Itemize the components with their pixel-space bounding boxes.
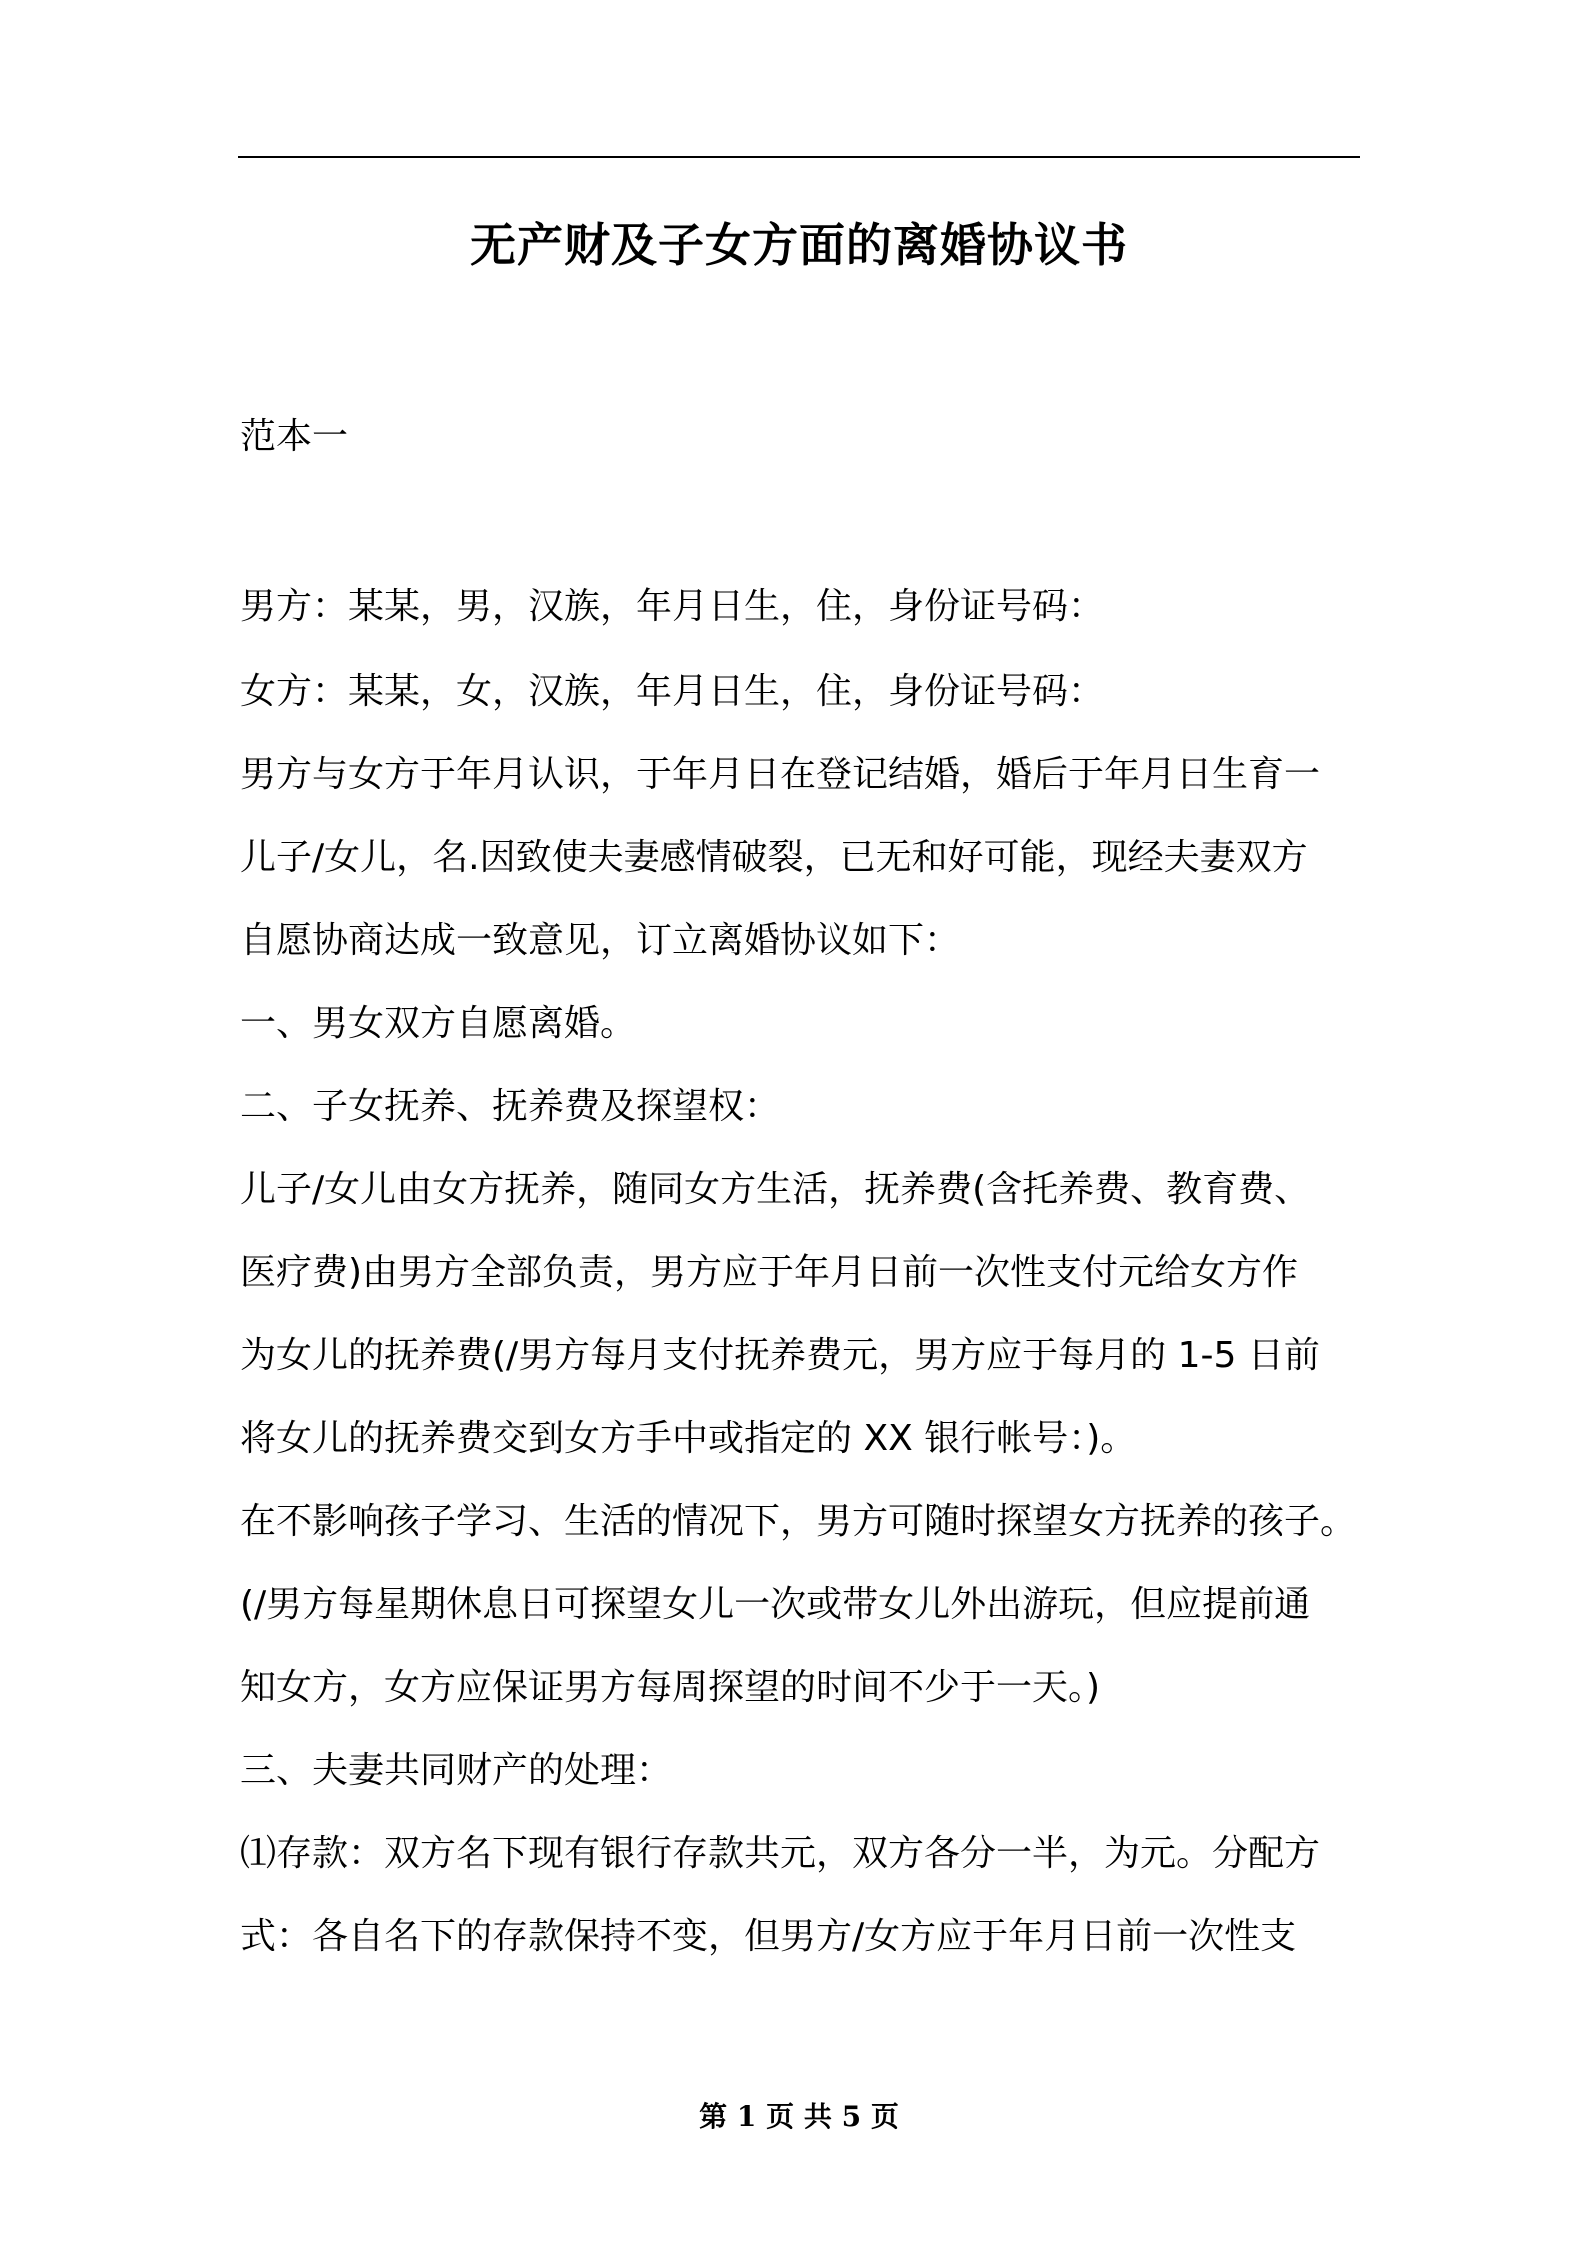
paragraph-line: 为女儿的抚养费(/男方每月支付抚养费元，男方应于每月的 1-5 日前 — [240, 1335, 1320, 1376]
paragraph-line: 儿子/女儿，名.因致使夫妻感情破裂，已无和好可能，现经夫妻双方 — [240, 837, 1308, 878]
header-rule — [238, 156, 1360, 158]
paragraph-line: 二、子女抚养、抚养费及探望权： — [240, 1086, 781, 1127]
paragraph-line: 自愿协商达成一致意见，订立离婚协议如下： — [240, 920, 961, 961]
paragraph-line: 式：各自名下的存款保持不变，但男方/女方应于年月日前一次性支 — [240, 1916, 1297, 1957]
document-title: 无产财及子女方面的离婚协议书 — [470, 218, 1128, 272]
section-label: 范本一 — [240, 416, 349, 457]
paragraph-line: 女方：某某，女，汉族，年月日生，住，身份证号码： — [240, 671, 1105, 712]
paragraph-line: 三、夫妻共同财产的处理： — [240, 1750, 673, 1791]
paragraph-line: 一、男女双方自愿离婚。 — [240, 1003, 637, 1044]
paragraph-line: 医疗费)由男方全部负责，男方应于年月日前一次性支付元给女方作 — [240, 1252, 1299, 1293]
paragraph-line: ⑴存款：双方名下现有银行存款共元，双方各分一半，为元。分配方 — [240, 1833, 1321, 1874]
paragraph-line: 男方：某某，男，汉族，年月日生，住，身份证号码： — [240, 586, 1105, 627]
paragraph-line: 儿子/女儿由女方抚养，随同女方生活，抚养费(含托养费、教育费、 — [240, 1169, 1311, 1210]
paragraph-line: 在不影响孩子学习、生活的情况下，男方可随时探望女方抚养的孩子。 — [240, 1501, 1357, 1542]
paragraph-line: 将女儿的抚养费交到女方手中或指定的 XX 银行帐号：)。 — [240, 1418, 1137, 1459]
paragraph-line: 知女方，女方应保证男方每周探望的时间不少于一天。) — [240, 1667, 1101, 1708]
paragraph-line: (/男方每星期休息日可探望女儿一次或带女儿外出游玩，但应提前通 — [240, 1584, 1311, 1625]
paragraph-line: 男方与女方于年月认识，于年月日在登记结婚，婚后于年月日生育一 — [240, 754, 1321, 795]
page-indicator: 第 1 页 共 5 页 — [699, 2100, 899, 2133]
